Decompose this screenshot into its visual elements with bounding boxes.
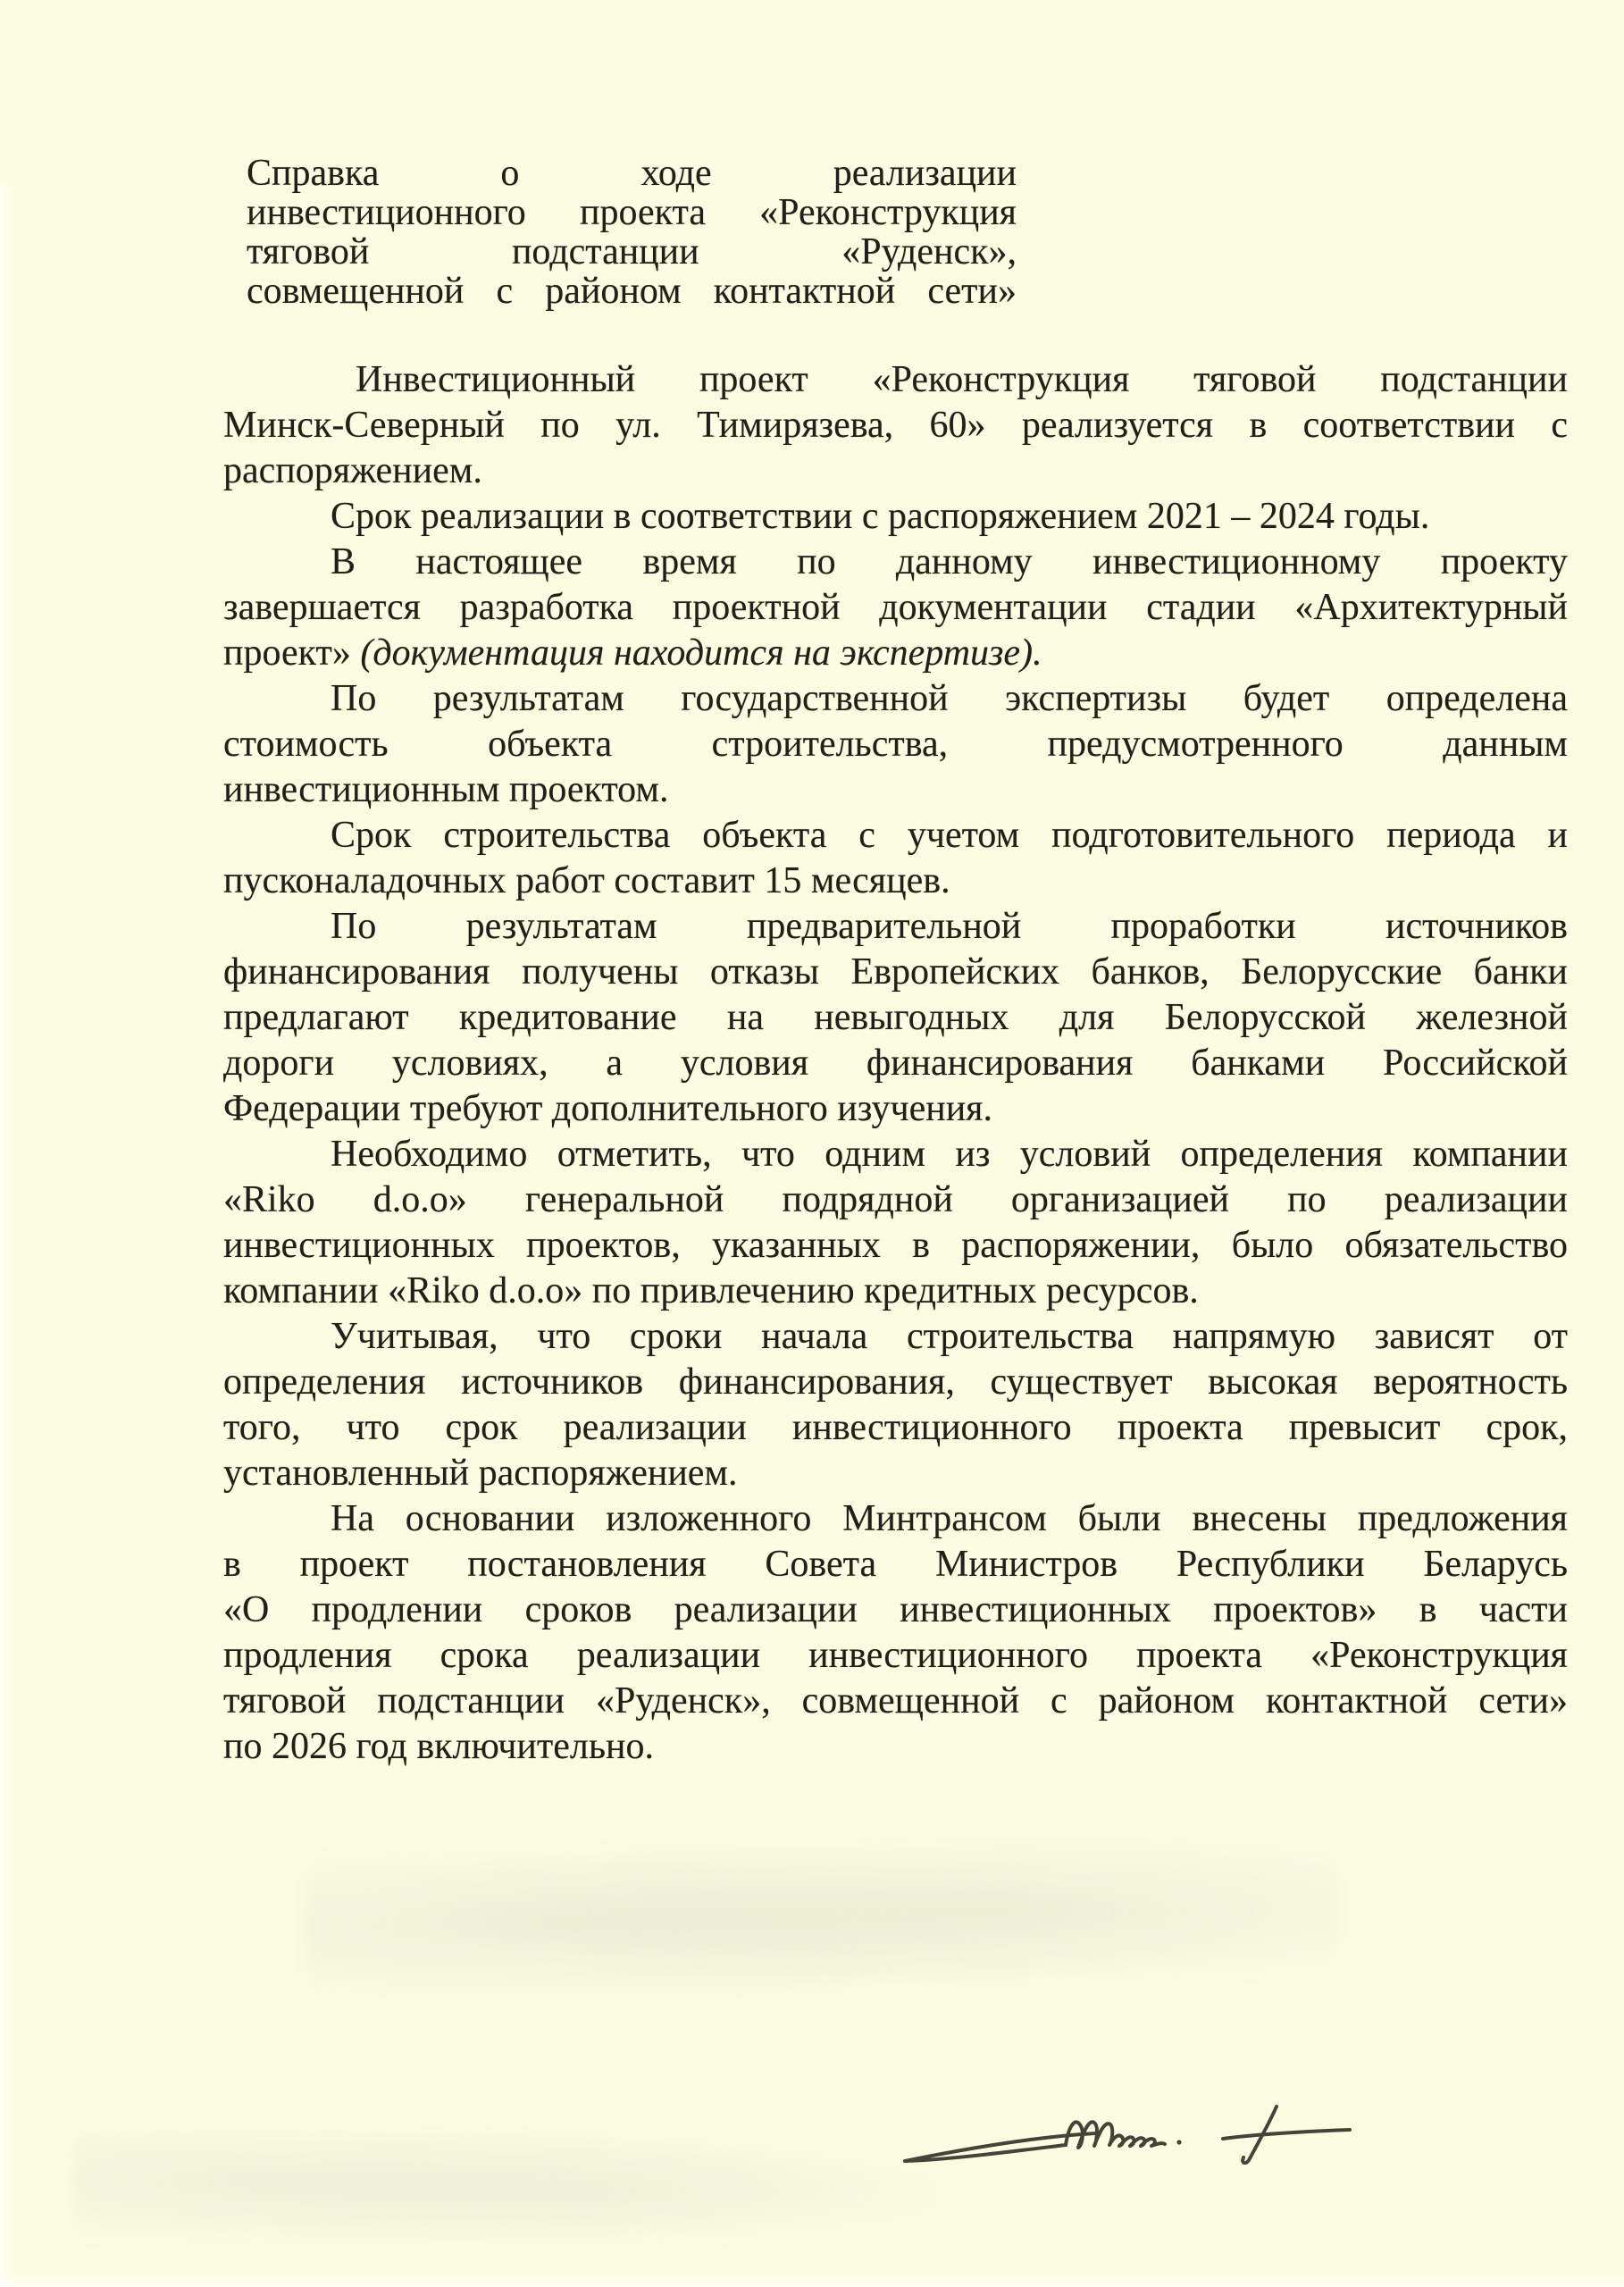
title-line: совмещенной с районом контактной сети» <box>247 271 1017 312</box>
body-line: Федерации требуют дополнительного изучения. <box>223 1088 992 1129</box>
body-line: предлагают кредитование на невыгодных для Белорусской железной <box>223 997 1568 1038</box>
body-line-segment-italic: (документация находится на экспертизе). <box>350 632 1042 674</box>
paragraph-1 <box>223 357 1568 494</box>
body-line: По результатам предварительной проработки источников <box>331 906 1568 947</box>
document-body <box>223 357 1568 1770</box>
body-line: дороги условиях, а условия финансирования банками Российской <box>223 1043 1568 1084</box>
handwritten-signature-icon <box>889 2096 1362 2176</box>
paragraph-6 <box>223 904 1568 1132</box>
title-line: тяговой подстанции «Руденск», <box>247 231 1017 272</box>
body-line: пусконаладочных работ составит 15 месяцев. <box>223 860 950 901</box>
body-line: стоимость объекта строительства, предусмотренного данным <box>223 724 1568 765</box>
body-line: в проект постановления Совета Министров Республики Беларусь <box>223 1544 1568 1585</box>
body-line: компании «Riko d.o.o» по привлечению кредитных ресурсов. <box>223 1270 1199 1311</box>
scan-edge-left <box>0 183 16 2287</box>
body-line: В настоящее время по данному инвестиционному проекту <box>331 541 1568 582</box>
paragraph-7 <box>223 1132 1568 1314</box>
body-line: определения источников финансирования, существует высокая вероятность <box>223 1361 1568 1403</box>
body-line: Инвестиционный проект «Реконструкция тяговой подстанции <box>356 359 1568 400</box>
body-line: распоряжением. <box>223 450 482 491</box>
scan-smudge <box>71 2126 947 2260</box>
body-line: «О продлении сроков реализации инвестиционных проектов» в части <box>223 1589 1568 1630</box>
paragraph-3 <box>223 540 1568 676</box>
document-title <box>247 154 1017 311</box>
paragraph-5 <box>223 813 1568 904</box>
body-line: Учитывая, что сроки начала строительства напрямую зависят от <box>331 1316 1568 1357</box>
body-line: Необходимо отметить, что одним из условий определения компании <box>331 1134 1568 1175</box>
paragraph-8 <box>223 1314 1568 1496</box>
body-line: по 2026 год включительно. <box>223 1726 654 1767</box>
body-line: финансирования получены отказы Европейских банков, Белорусские банки <box>223 951 1568 993</box>
body-line: тяговой подстанции «Руденск», совмещенной с районом контактной сети» <box>223 1680 1568 1722</box>
body-line: По результатам государственной экспертизы будет определена <box>331 678 1568 719</box>
body-line: того, что срок реализации инвестиционного проекта превысит срок, <box>223 1407 1568 1448</box>
body-line: завершается разработка проектной документации стадии «Архитектурный <box>223 587 1568 628</box>
body-line: установленный распоряжением. <box>223 1453 738 1494</box>
body-line-segment: проект» <box>223 632 351 674</box>
body-line: Срок реализации в соответствии с распоряжением 2021 – 2024 годы. <box>331 496 1430 537</box>
paragraph-9 <box>223 1496 1568 1770</box>
body-line: Минск-Северный по ул. Тимирязева, 60» реализуется в соответствии с <box>223 405 1568 446</box>
body-line: Срок строительства объекта с учетом подготовительного периода и <box>331 815 1568 856</box>
scan-smudge <box>304 1831 1340 2001</box>
paragraph-2 <box>223 494 1568 540</box>
paragraph-4 <box>223 676 1568 813</box>
body-line: На основании изложенного Минтрансом были внесены предложения <box>331 1498 1568 1539</box>
body-line <box>223 631 1568 676</box>
body-line: «Riko d.o.o» генеральной подрядной организацией по реализации <box>223 1179 1568 1220</box>
body-line: инвестиционных проектов, указанных в распоряжении, было обязательство <box>223 1225 1568 1266</box>
title-line: инвестиционного проекта «Реконструкция <box>247 192 1017 233</box>
body-line: продления срока реализации инвестиционного проекта «Реконструкция <box>223 1635 1568 1676</box>
title-line: Справка о ходе реализации <box>247 153 1017 194</box>
body-line: инвестиционным проектом. <box>223 769 669 810</box>
scan-edge-bottom <box>0 2271 1624 2287</box>
